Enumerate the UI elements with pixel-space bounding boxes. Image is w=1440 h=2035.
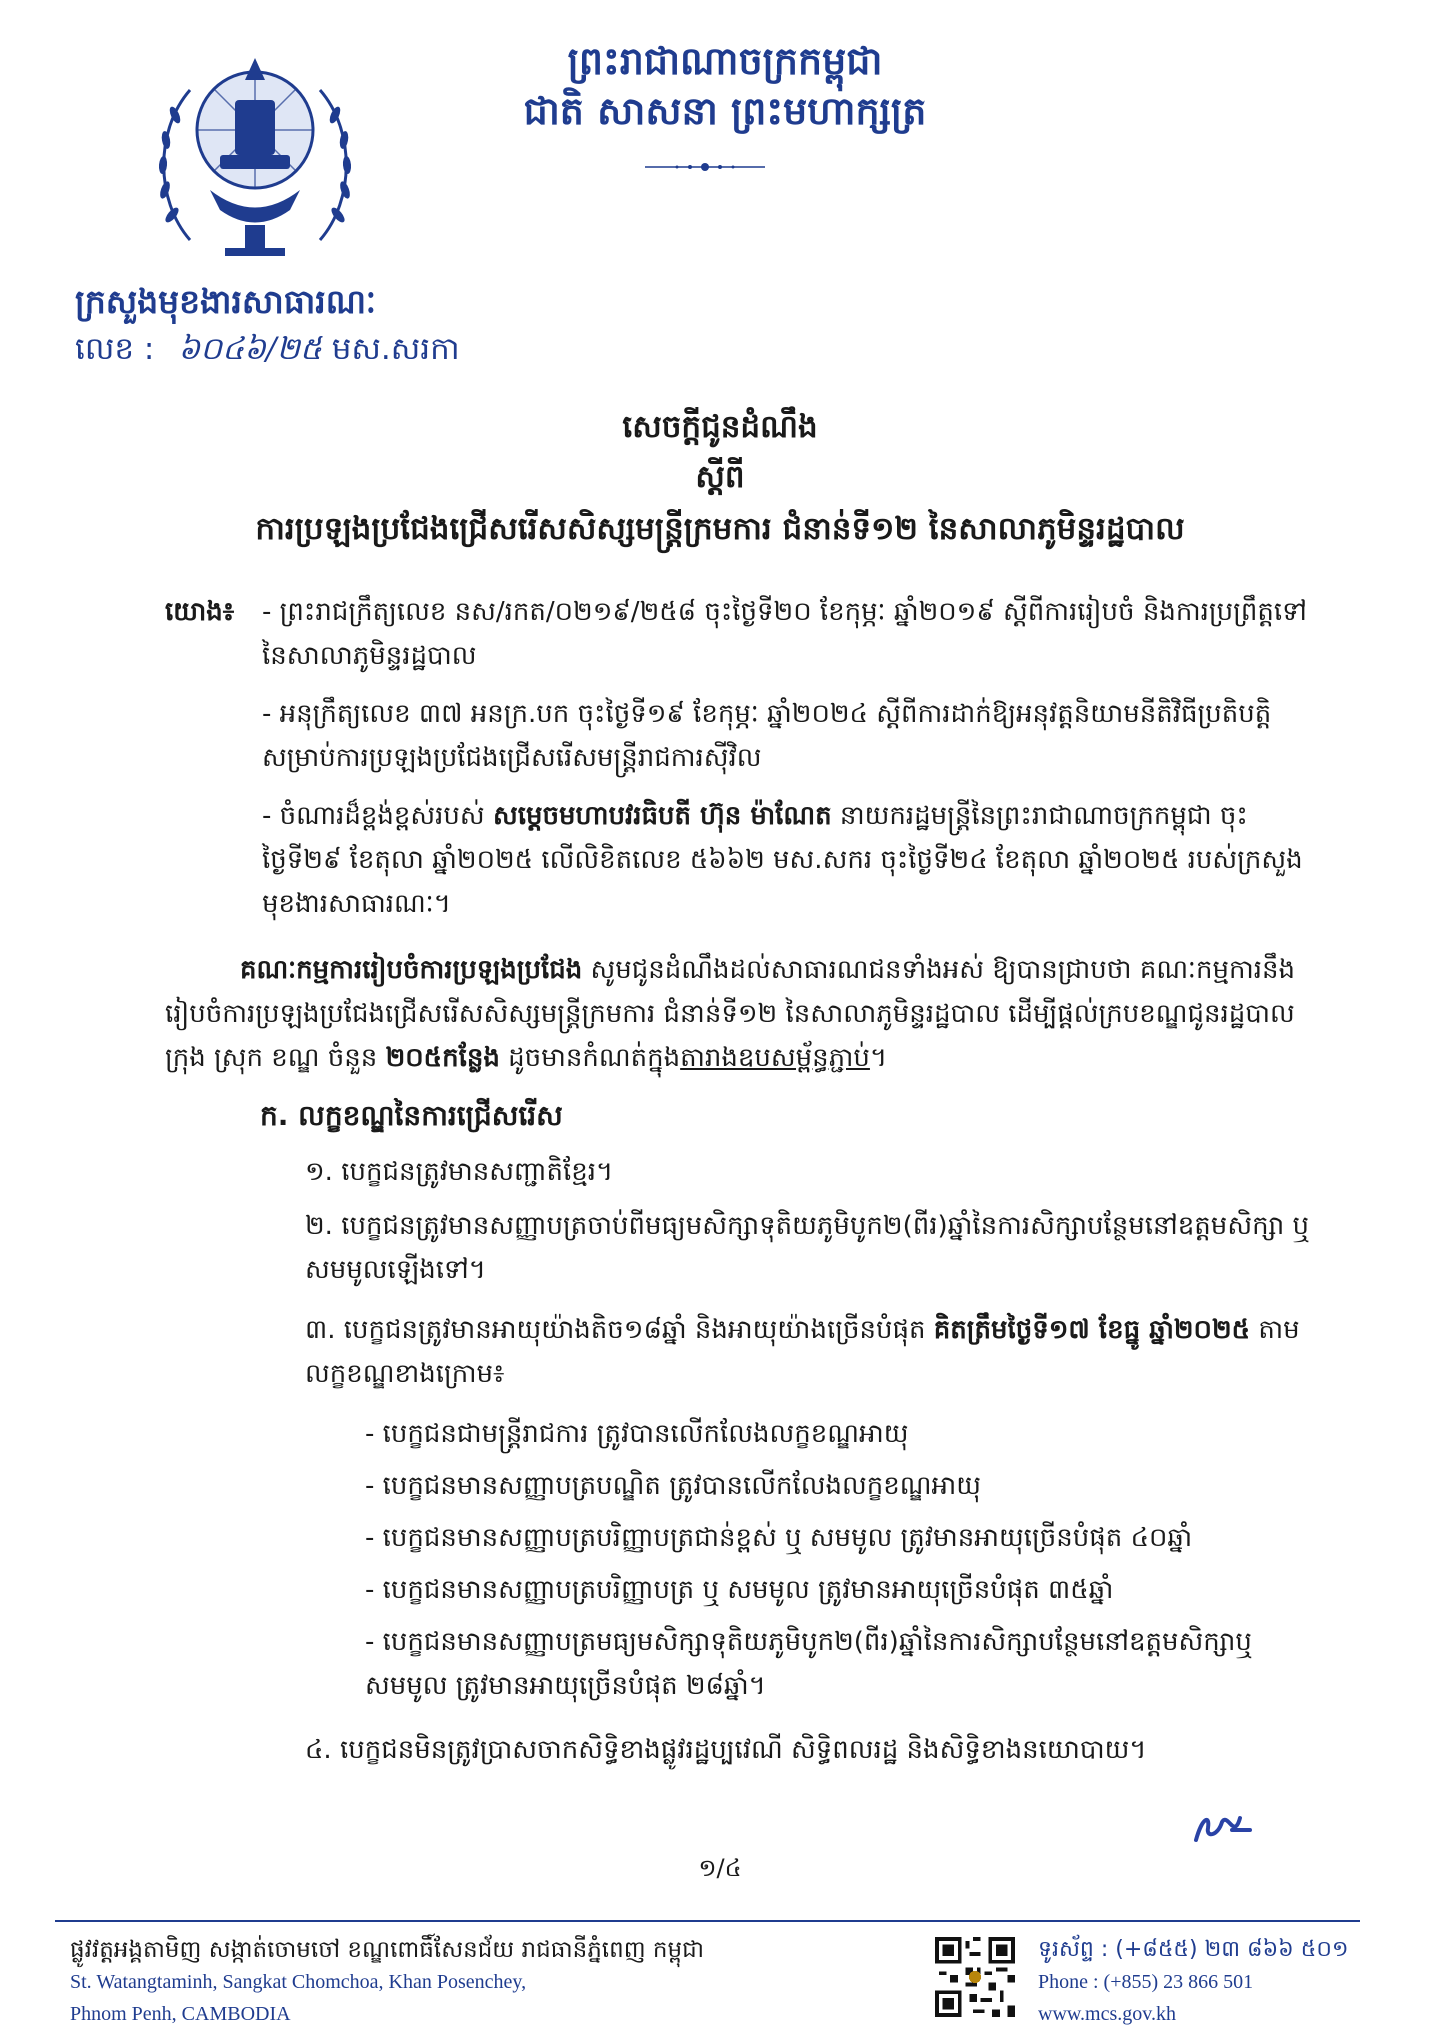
document-subtitle: ស្ដីពី (695, 459, 745, 495)
website-link[interactable]: www.mcs.gov.kh (1038, 2003, 1176, 2025)
reference-number (75, 330, 460, 375)
kingdom-line-2: ជាតិ សាសនា ព្រះមហាក្សត្រ (523, 89, 927, 133)
ornament-divider-icon (645, 160, 765, 174)
condition-item: ៤. បេក្ខជនមិនត្រូវប្រាសចាកសិទ្ធិខាងផ្លូវរដ្ឋប្បវេណី សិទ្ធិពលរដ្ឋ និងសិទ្ធិខាងនយោបាយ។ (305, 1735, 1147, 1765)
condition-item: ២. បេក្ខជនត្រូវមានសញ្ញាបត្រចាប់ពីមធ្យមសិក្សាទុតិយភូមិបូក២(ពីរ)ឆ្នាំនៃការសិក្សាបន្ថែមនៅឧត្តមសិក្សា ឬ សមមូលឡើងទៅ។ (305, 1211, 1309, 1285)
address-english-line-2: Phnom Penh, CAMBODIA (70, 2003, 291, 2025)
condition-item: ១. បេក្ខជនត្រូវមានសញ្ជាតិខ្មែរ។ (305, 1157, 614, 1187)
section-heading: ក. លក្ខខណ្ឌនៃការជ្រើសរើស (260, 1099, 563, 1132)
footer-divider (55, 1920, 1360, 1922)
phone-khmer: ទូរស័ព្ទ : (+៨៥៥) ២៣ ៨៦៦ ៥០១ (1038, 1937, 1349, 1962)
reference-item: - ចំណារដ៏ខ្ពង់ខ្ពស់របស់ សម្ដេចមហាបវរធិបតី ហ៊ុន ម៉ាណែត នាយករដ្ឋមន្ត្រីនៃព្រះរាជាណាចក្រកម្ពុជា ចុះថ្ងៃទី២៩ ខែតុលា ឆ្នាំ២០២៥ លើលិខិតលេខ ៥៦៦២ មស.សករ ចុះថ្ងៃទី២៤ ខែតុលា ឆ្នាំ២០២៥ របស់ក្រសួងមុខងារសាធារណៈ។ (262, 801, 1303, 919)
phone-english: Phone : (+855) 23 866 501 (1038, 1971, 1254, 1993)
qr-code-icon (935, 1937, 1015, 2017)
initials-signature-icon (1188, 1808, 1256, 1848)
ministry-name: ក្រសួងមុខងារសាធារណៈ (75, 282, 377, 321)
age-deadline: គិតត្រឹមថ្ងៃទី១៧ ខែធ្នូ ឆ្នាំ២០២៥ (933, 1315, 1251, 1345)
position-count: ២០៥កន្លែង (385, 1043, 500, 1073)
footer-contact (1038, 1934, 1349, 2030)
document-title: សេចក្ដីជូនដំណឹង (622, 409, 818, 445)
ref-number-handwritten: ៦០៤៦/២៥ (178, 331, 322, 367)
age-condition-item: - បេក្ខជនមានសញ្ញាបត្របរិញ្ញាបត្រ ឬ សមមូល ត្រូវមានអាយុច្រើនបំផុត ៣៥ឆ្នាំ (365, 1575, 1114, 1605)
age-condition-item: - បេក្ខជនមានសញ្ញាបត្រមធ្យមសិក្សាទុតិយភូមិបូក២(ពីរ)ឆ្នាំនៃការសិក្សាបន្ថែមនៅឧត្តមសិក្សាឬ សមមូល ត្រូវមានអាយុច្រើនបំផុត ២៨ឆ្នាំ។ (365, 1627, 1252, 1701)
address-english-line-1: St. Watangtaminh, Sangkat Chomchoa, Khan Posenchey, (70, 1971, 527, 1993)
prime-minister-name: សម្ដេចមហាបវរធិបតី ហ៊ុន ម៉ាណែត (492, 801, 832, 831)
announcement-paragraph: គណៈកម្មការរៀបចំការប្រឡងប្រជែង សូមជូនដំណឹងដល់សាធារណជនទាំងអស់ ឱ្យបានជ្រាបថា គណៈកម្មការនឹងរៀបចំការប្រឡងប្រជែងជ្រើសរើសសិស្សមន្ត្រីក្រមការ ជំនាន់ទី១២ នៃសាលាភូមិន្ទរដ្ឋបាល ដើម្បីផ្ដល់ក្របខណ្ឌជូនរដ្ឋបាលក្រុង ស្រុក ខណ្ឌ ចំនួន ២០៥កន្លែង ដូចមានកំណត់ក្នុងតារាងឧបសម្ព័ន្ធភ្ជាប់។ (165, 955, 1296, 1073)
document-heading: ការប្រឡងប្រជែងជ្រើសរើសសិស្សមន្ត្រីក្រមការ ជំនាន់ទី១២ នៃសាលាភូមិន្ទរដ្ឋបាល (255, 511, 1185, 547)
address-khmer: ផ្លូវវត្តអង្គតាមិញ សង្កាត់ចោមចៅ ខណ្ឌពោធិ៍សែនជ័យ រាជធានីភ្នំពេញ កម្ពុជា (70, 1937, 705, 1963)
reference-item: - ព្រះរាជក្រឹត្យលេខ នស/រកត/០២១៩/២៥៨ ចុះថ្ងៃទី២០ ខែកុម្ភៈ ឆ្នាំ២០១៩ ស្ដីពីការរៀបចំ និងការប្រព្រឹត្តទៅនៃសាលាភូមិន្ទរដ្ឋបាល (262, 597, 1307, 671)
annex-reference: តារាងឧបសម្ព័ន្ធភ្ជាប់ (680, 1043, 870, 1073)
age-condition-item: - បេក្ខជនមានសញ្ញាបត្របរិញ្ញាបត្រជាន់ខ្ពស់ ឬ សមមូល ត្រូវមានអាយុច្រើនបំផុត ៤០ឆ្នាំ (365, 1523, 1193, 1553)
ministry-emblem-icon (150, 40, 360, 270)
ref-label: លេខ : (75, 331, 155, 367)
reference-item: - អនុក្រឹត្យលេខ ៣៧ អនក្រ.បក ចុះថ្ងៃទី១៩ ខែកុម្ភៈ ឆ្នាំ២០២៤ ស្ដីពីការដាក់ឱ្យអនុវត្តនិយាមនីតិវិធីប្រតិបត្តិសម្រាប់ការប្រឡងប្រជែងជ្រើសរើសមន្ត្រីរាជការស៊ីវិល (262, 699, 1272, 773)
kingdom-line-1: ព្រះរាជាណាចក្រកម្ពុជា (567, 39, 883, 83)
age-condition-item: - បេក្ខជនជាមន្ត្រីរាជការ ត្រូវបានលើកលែងលក្ខខណ្ឌអាយុ (365, 1419, 909, 1449)
ref-suffix: មស.សរកា (331, 331, 460, 367)
reference-label: យោង៖ (165, 597, 235, 627)
page-number: ១/៤ (698, 1854, 742, 1882)
age-condition-item: - បេក្ខជនមានសញ្ញាបត្របណ្ឌិត ត្រូវបានលើកលែងលក្ខខណ្ឌអាយុ (365, 1471, 981, 1501)
footer-address (70, 1934, 704, 2030)
condition-item: ៣. បេក្ខជនត្រូវមានអាយុយ៉ាងតិច១៨ឆ្នាំ និងអាយុយ៉ាងច្រើនបំផុត គិតត្រឹមថ្ងៃទី១៧ ខែធ្នូ ឆ្នាំ២០២៥ តាមលក្ខខណ្ឌខាងក្រោម៖ (305, 1315, 1300, 1389)
committee-name: គណៈកម្មការរៀបចំការប្រឡងប្រជែង (240, 955, 583, 985)
